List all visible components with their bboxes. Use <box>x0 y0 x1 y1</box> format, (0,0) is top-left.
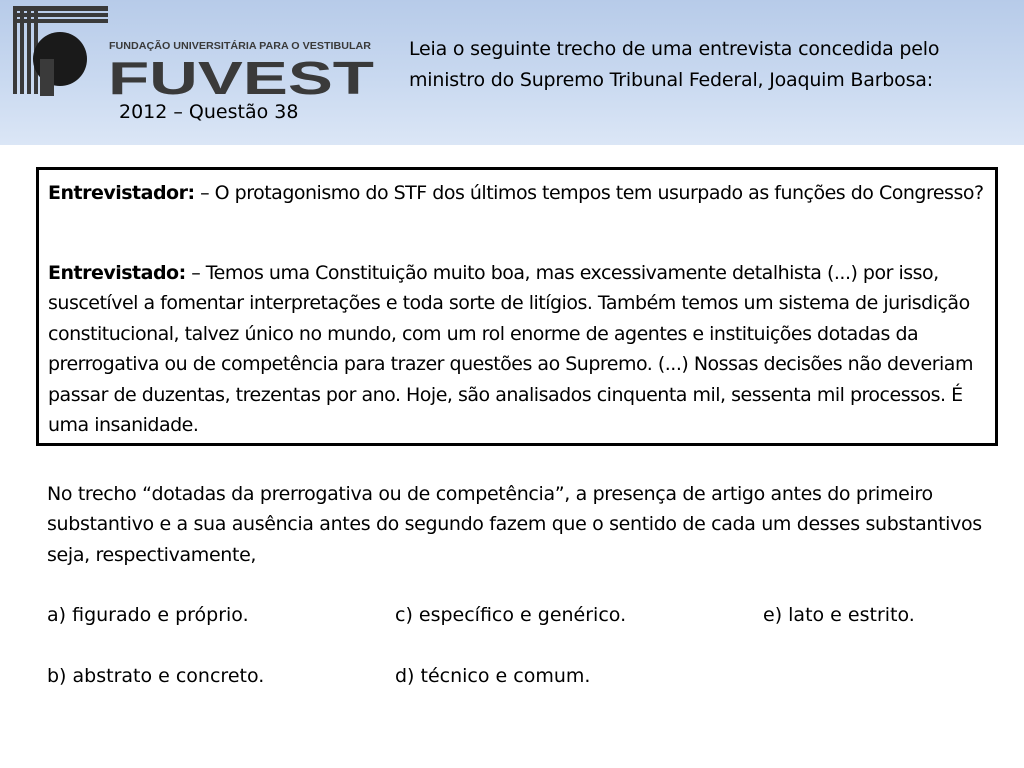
logo-wordmark: FUVEST <box>108 52 374 100</box>
interviewee-paragraph <box>48 258 998 440</box>
fuvest-logo <box>12 4 382 100</box>
interview-excerpt-box <box>36 167 998 446</box>
question-statement: No trecho “dotadas da prerrogativa ou de competência”, a presença de artigo antes do primeiro substantivo e a sua ausência antes do segundo fazem que o sentido de cada um desses substantivos seja, respectivamente, <box>47 483 982 566</box>
interviewer-paragraph <box>48 178 998 208</box>
question-number: 2012 – Questão 38 <box>119 101 299 123</box>
option-e[interactable]: e) lato e estrito. <box>763 604 915 626</box>
interviewer-text: – O protagonismo do STF dos últimos tempos tem usurpado as funções do Congresso? <box>194 182 984 204</box>
interviewee-label: Entrevistado: <box>48 262 186 284</box>
option-c[interactable]: c) específico e genérico. <box>395 604 627 626</box>
header-banner <box>0 0 1024 145</box>
logo-tagline: FUNDAÇÃO UNIVERSITÁRIA PARA O VESTIBULAR <box>109 40 366 52</box>
option-a[interactable]: a) figurado e próprio. <box>47 604 249 626</box>
fuvest-emblem-icon <box>13 6 108 96</box>
interviewee-text: – Temos uma Constituição muito boa, mas excessivamente detalhista (...) por isso, suscetível a fomentar interpretações e toda sorte de litígios. Também temos um sistema de jurisdição constitucional, talvez único no mundo, com um rol enorme de agentes e instituições dotadas da prerrogativa ou de competência para trazer questões ao Supremo. (...) Nossas decisões não deveriam passar de duzentas, trezentas por ano. Hoje, são analisados cinquenta mil, sessenta mil processos. É uma insanidade. <box>48 262 973 437</box>
option-b[interactable]: b) abstrato e concreto. <box>47 665 265 687</box>
option-d[interactable]: d) técnico e comum. <box>395 665 591 687</box>
interviewer-label: Entrevistador: <box>48 182 195 204</box>
intro-text: Leia o seguinte trecho de uma entrevista concedida pelo ministro do Supremo Tribunal Federal, Joaquim Barbosa: <box>409 38 940 91</box>
